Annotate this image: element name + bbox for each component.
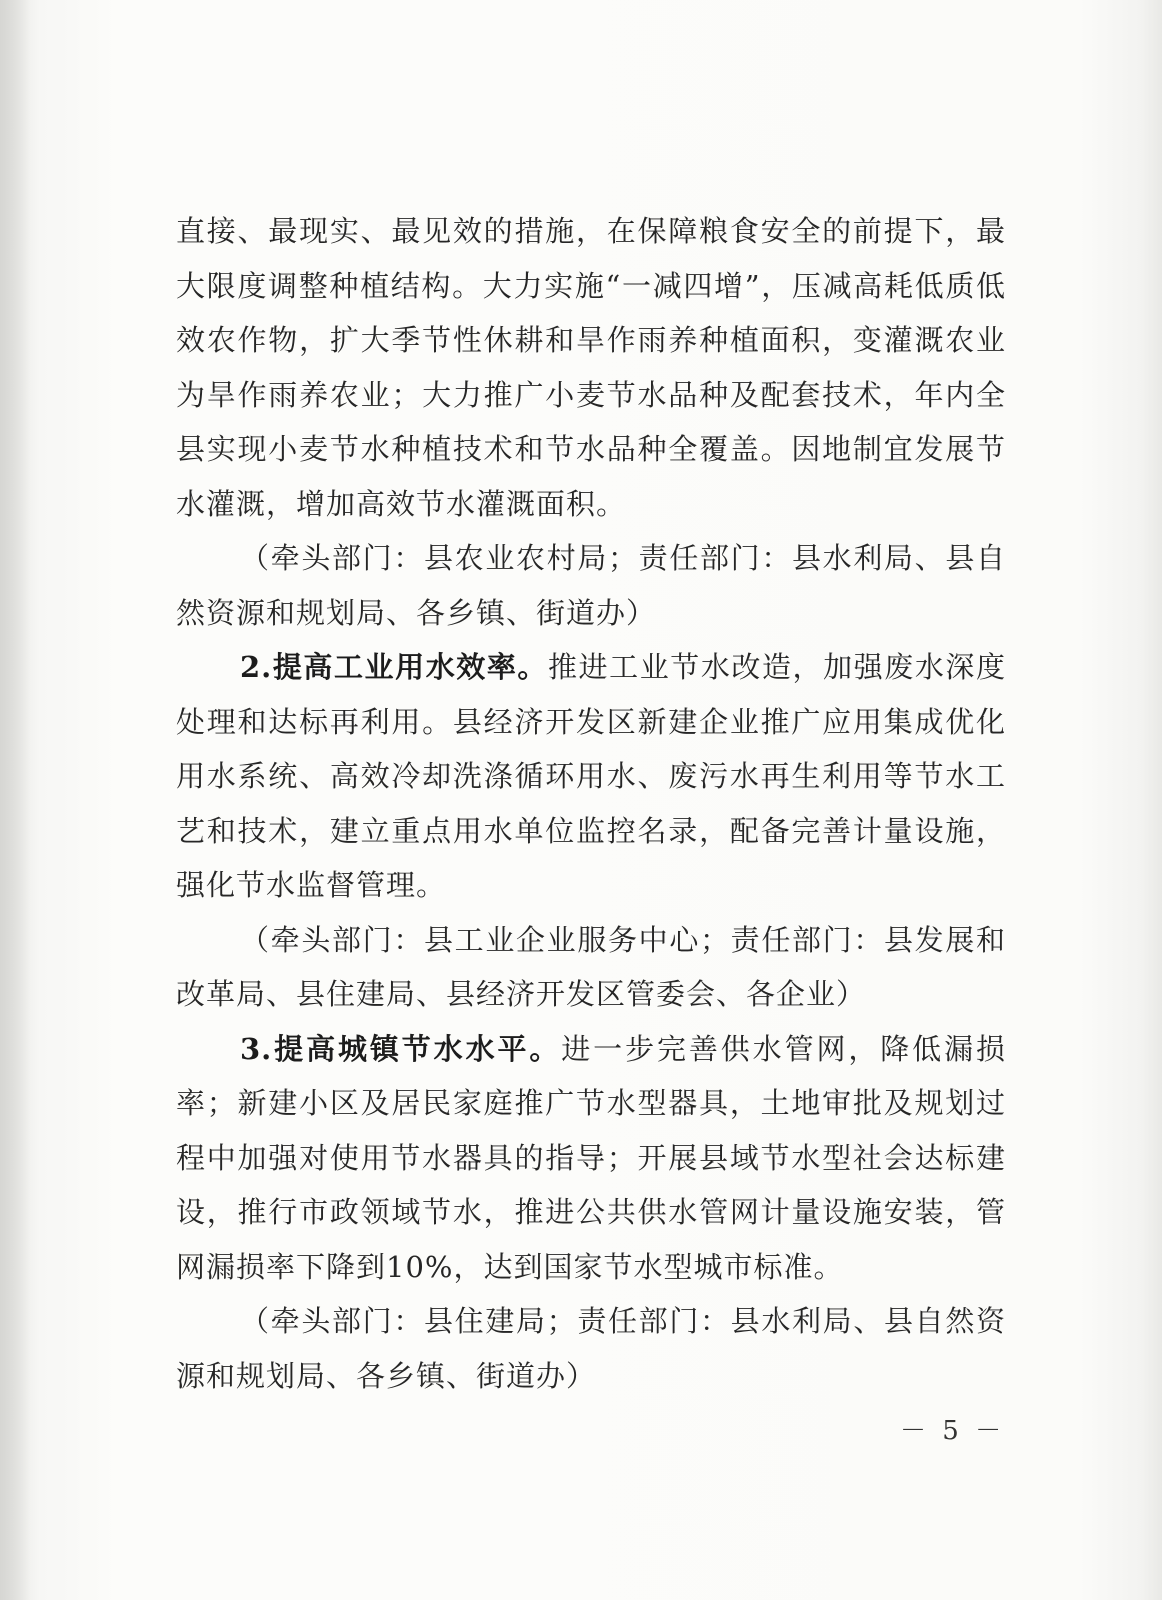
paragraph-text: 进一步完善供水管网，降低漏损率；新建小区及居民家庭推广节水型器具，土地审批及规划过程中加强对使用节水器具的指导；开展县域节水型社会达标建设，推行市政领域节水，推进公共供水管网计量设施安装，管网漏损率下降到10%，达到国家节水型城市标准。 [176,1031,1006,1284]
paragraph-text: 直接、最现实、最见效的措施，在保障粮食安全的前提下，最大限度调整种植结构。大力实施“一减四增”，压减高耗低质低效农作物，扩大季节性休耕和旱作雨养种植面积，变灌溉农业为旱作雨养农业；大力推广小麦节水品种及配套技术，年内全县实现小麦节水种植技术和节水品种全覆盖。因地制宜发展节水灌溉，增加高效节水灌溉面积。 [176,214,1006,521]
scan-shadow-edge [0,0,30,1600]
paragraph-agri-departments [176,531,1006,640]
paragraph-industrial-water [176,640,1006,913]
paragraph-industrial-departments [176,913,1006,1022]
paragraph-text: （牵头部门：县工业企业服务中心；责任部门：县发展和改革局、县住建局、县经济开发区管委会、各企业） [176,922,1006,1011]
document-body [176,204,1006,1403]
paragraph-planting-structure [176,204,1006,531]
paragraph-urban-water [176,1022,1006,1295]
paragraph-text: 推进工业节水改造，加强废水深度处理和达标再利用。县经济开发区新建企业推广应用集成优化用水系统、高效冷却洗涤循环用水、废污水再生利用等节水工艺和技术，建立重点用水单位监控名录，配备完善计量设施，强化节水监督管理。 [176,650,1006,902]
paragraph-text: （牵头部门：县住建局；责任部门：县水利局、县自然资源和规划局、各乡镇、街道办） [176,1304,1006,1393]
paragraph-urban-departments [176,1294,1006,1403]
section-heading: 3.提高城镇节水水平。 [240,1031,562,1066]
section-heading: 2.提高工业用水效率。 [240,650,548,684]
paragraph-text: （牵头部门：县农业农村局；责任部门：县水利局、县自然资源和规划局、各乡镇、街道办） [176,541,1006,630]
page-number: － 5 － [900,1416,1006,1446]
